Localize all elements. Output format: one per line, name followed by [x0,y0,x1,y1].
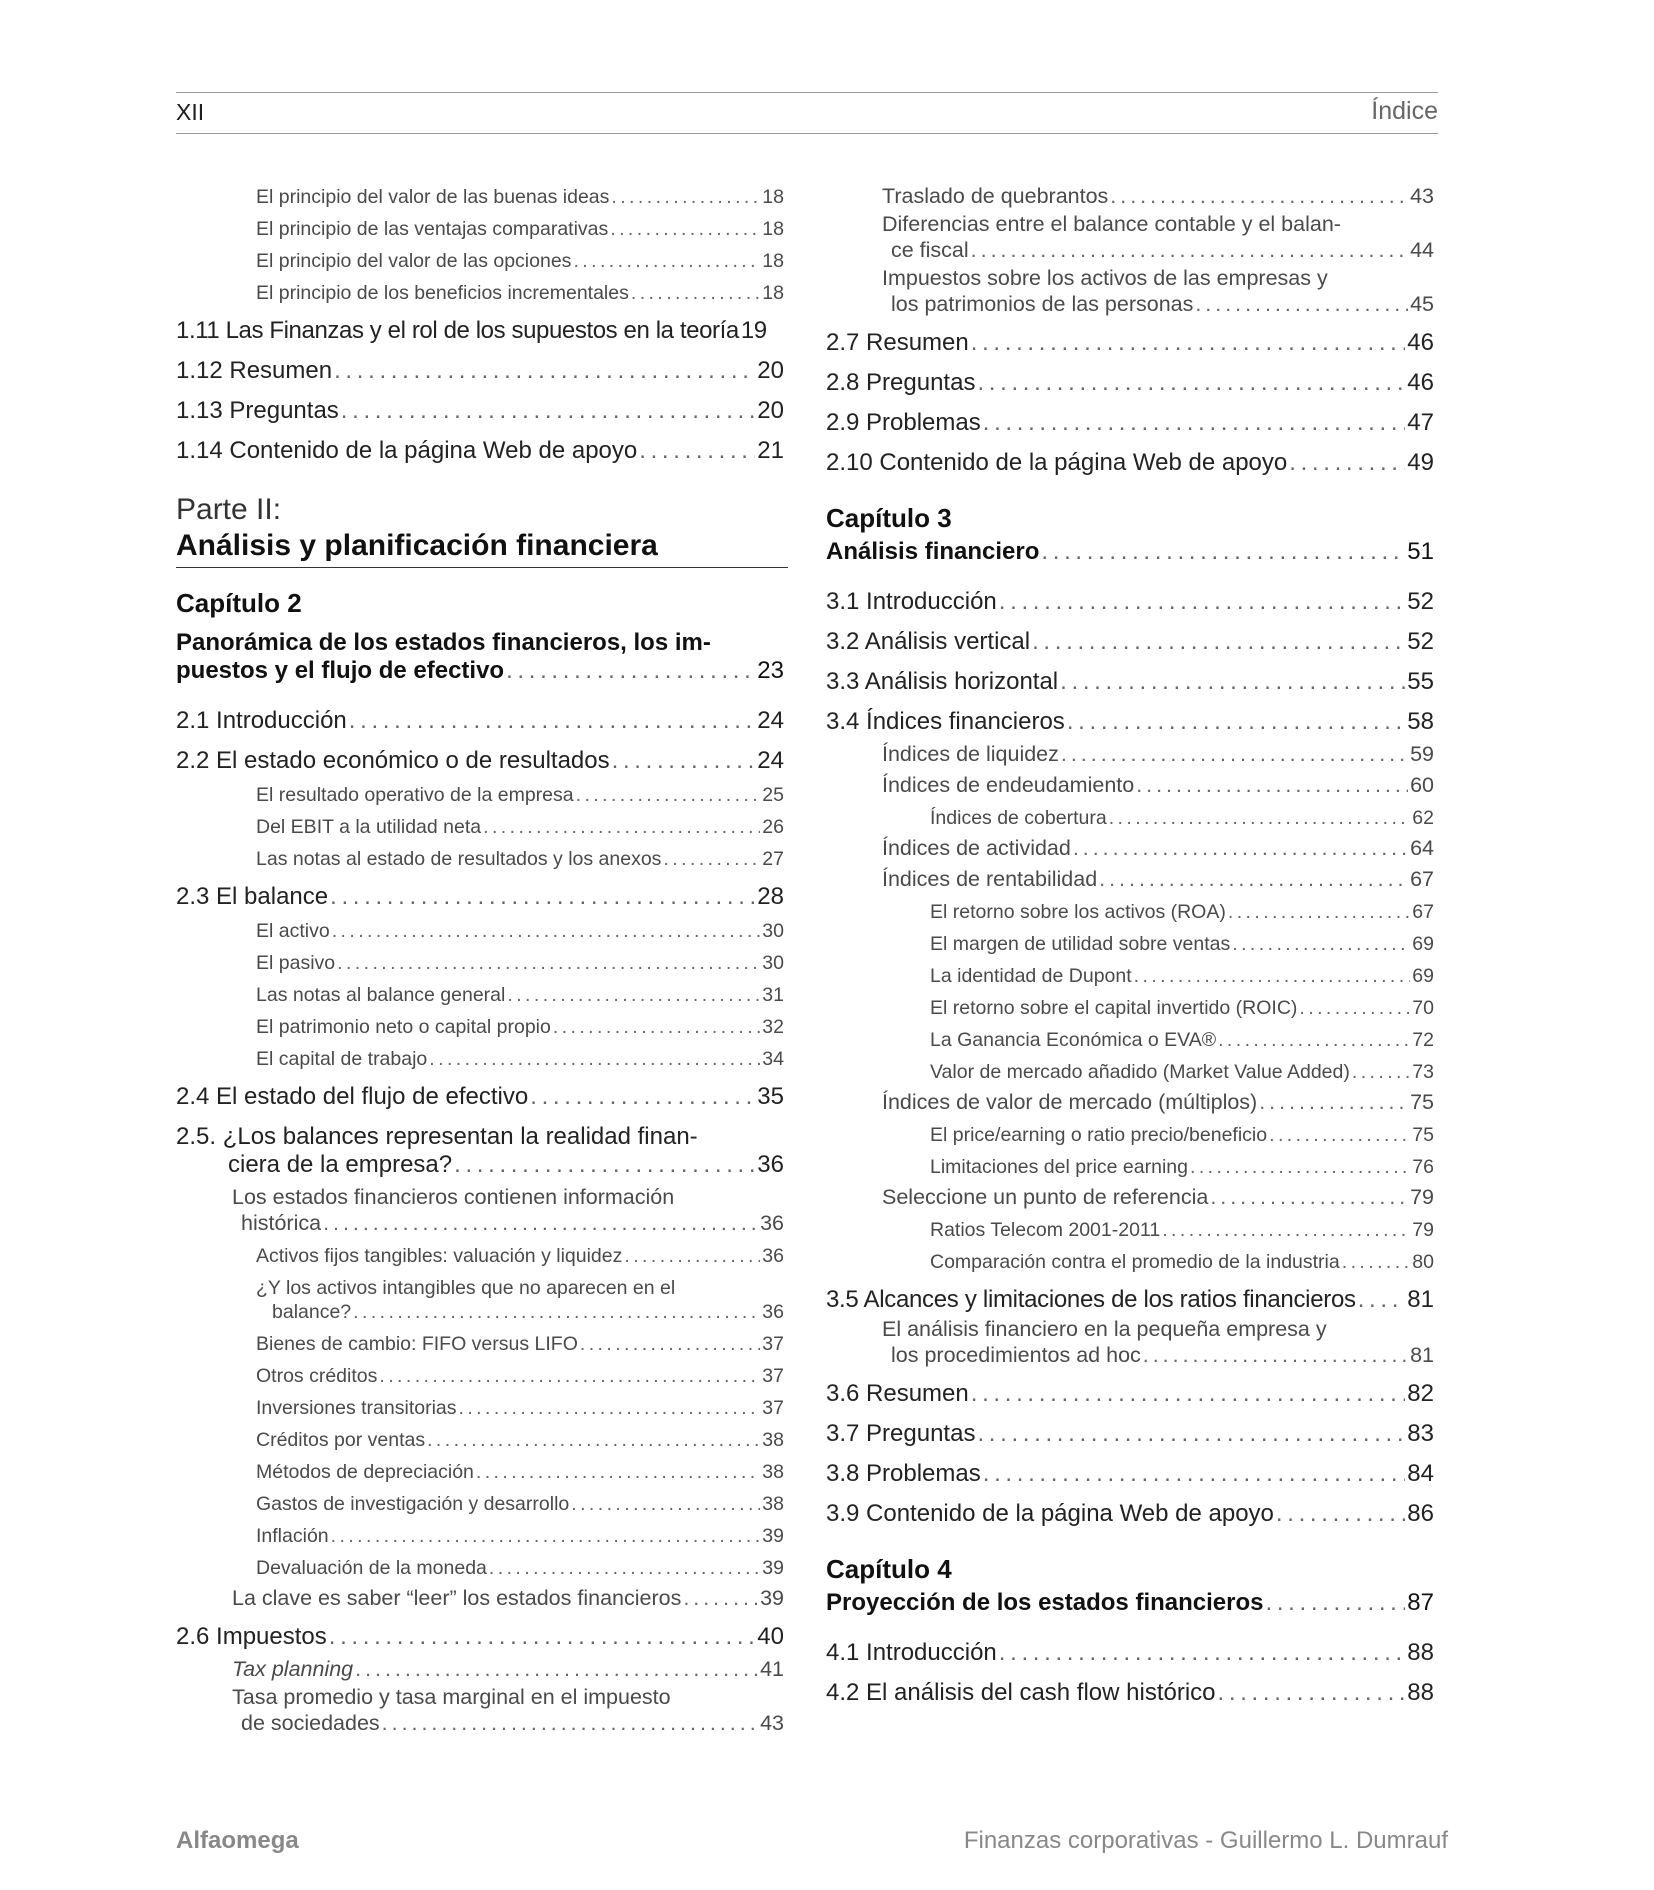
toc-subsection[interactable]: La clave es saber “leer” los estados financieros . . . 39 [176,1585,788,1611]
toc-entry[interactable]: El principio del valor de las opciones . . . 18 [176,249,788,273]
toc-entry[interactable]: Comparación contra el promedio de la industria . . . 80 [826,1250,1438,1274]
toc-section[interactable]: 2.8 Preguntas . . . 46 [826,369,1438,397]
book-title: Finanzas corporativas - Guillermo L. Dumrauf [963,1827,1448,1854]
toc-section[interactable]: 4.2 El análisis del cash flow histórico . . . 88 [826,1679,1438,1707]
toc-section[interactable]: 3.2 Análisis vertical . . . 52 [826,628,1438,656]
toc-section[interactable]: 2.4 El estado del flujo de efectivo . . . 35 [176,1083,788,1111]
toc-entry[interactable]: ¿Y los activos intangibles que no aparecen en el balance? . . . 36 [176,1276,788,1324]
toc-subsection[interactable]: El análisis financiero en la pequeña empresa y los procedimientos ad hoc . . . 81 [826,1316,1438,1368]
toc-entry[interactable]: Gastos de investigación y desarrollo . . . 38 [176,1492,788,1516]
toc-section[interactable]: 1.12 Resumen . . . 20 [176,357,788,385]
toc-entry[interactable]: El activo . . . 30 [176,919,788,943]
toc-entry[interactable]: Del EBIT a la utilidad neta . . . 26 [176,815,788,839]
toc-section[interactable]: 2.5. ¿Los balances representan la realidad finan- ciera de la empresa? . . . 36 [176,1123,788,1179]
toc-subsection[interactable]: Índices de rentabilidad . . . 67 [826,866,1438,892]
toc-section[interactable]: 4.1 Introducción . . . 88 [826,1639,1438,1667]
toc-subsection[interactable]: Traslado de quebrantos . . . 43 [826,183,1438,209]
toc-section[interactable]: 2.10 Contenido de la página Web de apoyo . . . 49 [826,449,1438,477]
toc-entry[interactable]: Las notas al balance general . . . 31 [176,983,788,1007]
publisher-name: Alfaomega [176,1827,299,1854]
toc-entry[interactable]: Las notas al estado de resultados y los anexos . . . 27 [176,847,788,871]
toc-entry[interactable]: Limitaciones del price earning . . . 76 [826,1155,1438,1179]
toc-subsection[interactable]: Tax planning . . . 41 [176,1656,788,1682]
toc-entry[interactable]: El resultado operativo de la empresa . . . 25 [176,783,788,807]
toc-entry[interactable]: Bienes de cambio: FIFO versus LIFO . . . 37 [176,1332,788,1356]
toc-section[interactable]: 2.7 Resumen . . . 46 [826,329,1438,357]
toc-entry[interactable]: El principio de los beneficios incrementales . . . 18 [176,281,788,305]
toc-section[interactable]: 1.13 Preguntas . . . 20 [176,397,788,425]
chapter-title[interactable]: Proyección de los estados financieros . . . 87 [826,1589,1438,1617]
toc-section[interactable]: 3.3 Análisis horizontal . . . 55 [826,668,1438,696]
part-title: Análisis y planificación financiera [176,527,788,568]
toc-entry[interactable]: Inflación . . . 39 [176,1524,788,1548]
toc-right-column [826,185,1438,1707]
toc-subsection[interactable]: Los estados financieros contienen información histórica . . . 36 [176,1184,788,1236]
toc-entry[interactable]: Inversiones transitorias . . . 37 [176,1396,788,1420]
toc-section[interactable]: 3.6 Resumen . . . 82 [826,1380,1438,1408]
toc-section[interactable]: 3.4 Índices financieros . . . 58 [826,708,1438,736]
toc-entry[interactable]: La identidad de Dupont . . . 69 [826,964,1438,988]
toc-section[interactable]: 3.9 Contenido de la página Web de apoyo . . . 86 [826,1500,1438,1528]
toc-subsection[interactable]: Índices de liquidez . . . 59 [826,741,1438,767]
chapter-title[interactable]: Panorámica de los estados financieros, los im- puestos y el flujo de efectivo . . . 23 [176,629,788,685]
toc-section[interactable]: 2.9 Problemas . . . 47 [826,409,1438,437]
chapter-label: Capítulo 3 [826,503,952,533]
toc-section[interactable]: 2.3 El balance . . . 28 [176,883,788,911]
toc-entry[interactable]: El principio del valor de las buenas ideas . . . 18 [176,185,788,209]
chapter-label: Capítulo 2 [176,588,302,618]
toc-section[interactable]: 2.1 Introducción . . . 24 [176,707,788,735]
toc-entry[interactable]: Métodos de depreciación . . . 38 [176,1460,788,1484]
chapter-label: Capítulo 4 [826,1554,952,1584]
toc-subsection[interactable]: Tasa promedio y tasa marginal en el impuesto de sociedades . . . 43 [176,1684,788,1736]
toc-entry[interactable]: El margen de utilidad sobre ventas . . . 69 [826,932,1438,956]
toc-entry[interactable]: Índices de cobertura . . . 62 [826,806,1438,830]
toc-subsection[interactable]: Índices de endeudamiento . . . 60 [826,772,1438,798]
toc-entry[interactable]: La Ganancia Económica o EVA® . . . 72 [826,1028,1438,1052]
section-title: Índice [1371,97,1438,125]
toc-entry[interactable]: Créditos por ventas . . . 38 [176,1428,788,1452]
toc-entry[interactable]: El patrimonio neto o capital propio . . . 32 [176,1015,788,1039]
part-label: Parte II: [176,493,282,526]
page-header [176,92,1438,134]
toc-entry[interactable]: Otros créditos . . . 37 [176,1364,788,1388]
toc-subsection[interactable]: Impuestos sobre los activos de las empresas y los patrimonios de las personas . . . 45 [826,265,1438,317]
toc-section[interactable]: 1.14 Contenido de la página Web de apoyo . . . 21 [176,437,788,465]
toc-subsection[interactable]: Índices de actividad . . . 64 [826,835,1438,861]
toc-entry[interactable]: Valor de mercado añadido (Market Value Added) . . . 73 [826,1060,1438,1084]
toc-entry[interactable]: El capital de trabajo . . . 34 [176,1047,788,1071]
toc-subsection[interactable]: Diferencias entre el balance contable y el balan- ce fiscal . . . 44 [826,211,1438,263]
toc-entry[interactable]: El retorno sobre el capital invertido (ROIC) . . . 70 [826,996,1438,1020]
toc-entry[interactable]: Ratios Telecom 2001-2011 . . . 79 [826,1218,1438,1242]
toc-subsection[interactable]: Seleccione un punto de referencia . . . 79 [826,1184,1438,1210]
toc-entry[interactable]: El price/earning o ratio precio/beneficio . . . 75 [826,1123,1438,1147]
toc-section[interactable]: 3.7 Preguntas . . . 83 [826,1420,1438,1448]
page-number: XII [176,99,205,125]
toc-section[interactable]: 1.11 Las Finanzas y el rol de los supuestos en la teoría 19 [176,317,767,344]
toc-subsection[interactable]: Índices de valor de mercado (múltiplos) . . . 75 [826,1089,1438,1115]
toc-entry[interactable]: El principio de las ventajas comparativas . . . 18 [176,217,788,241]
toc-section[interactable]: 2.6 Impuestos . . . 40 [176,1623,788,1651]
chapter-title[interactable]: Análisis financiero . . . 51 [826,538,1438,566]
toc-entry[interactable]: El pasivo . . . 30 [176,951,788,975]
toc-entry[interactable]: Devaluación de la moneda . . . 39 [176,1556,788,1580]
toc-left-column [176,185,788,1736]
toc-section[interactable]: 3.1 Introducción . . . 52 [826,588,1438,616]
toc-section[interactable]: 2.2 El estado económico o de resultados . . . 24 [176,747,788,775]
toc-entry[interactable]: Activos fijos tangibles: valuación y liquidez . . . 36 [176,1244,788,1268]
toc-section[interactable]: 3.5 Alcances y limitaciones de los ratios financieros . . . 81 [826,1286,1438,1314]
toc-entry[interactable]: El retorno sobre los activos (ROA) . . . 67 [826,900,1438,924]
toc-section[interactable]: 3.8 Problemas . . . 84 [826,1460,1438,1488]
